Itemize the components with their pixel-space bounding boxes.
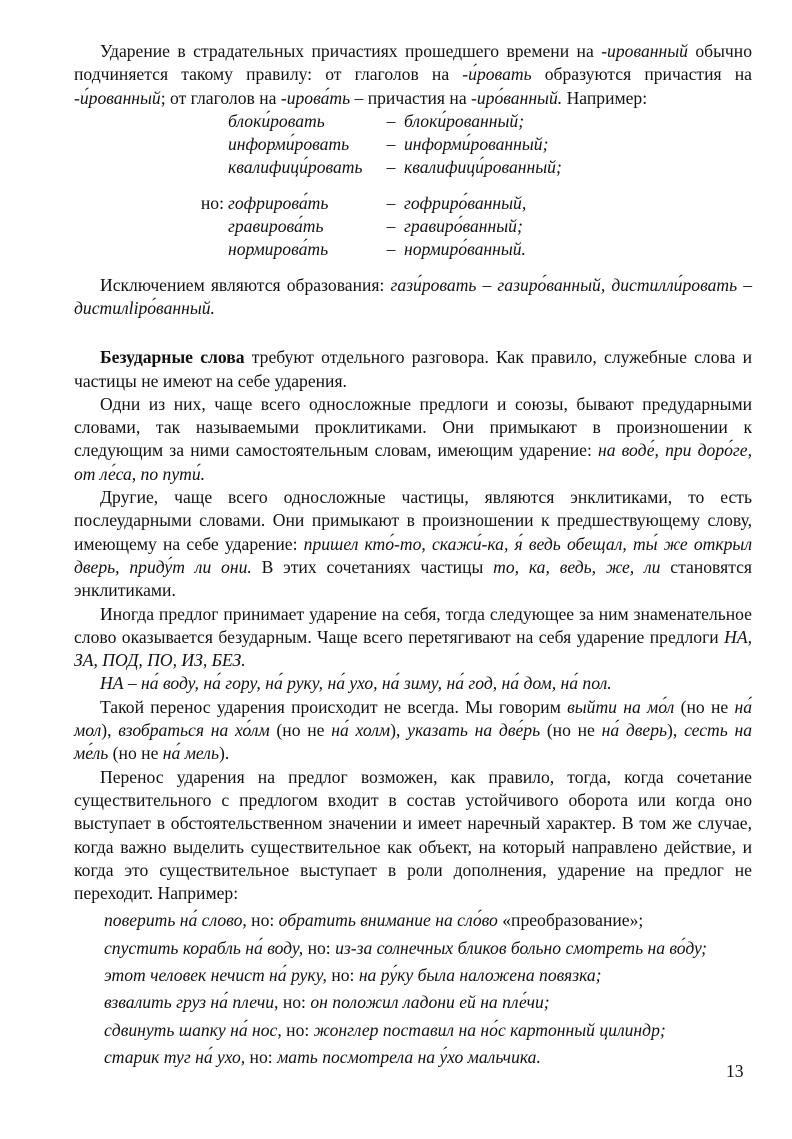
examples-table-suffix-stress bbox=[186, 192, 526, 262]
paragraph-exceptions: Исключением являются образования: гази́ровать – газиро́ванный, дистилли́ровать – дистилliро́ванный. bbox=[74, 274, 752, 318]
example-row: квалифици́ровать – квалифици́рованный; bbox=[228, 157, 562, 178]
sample-line: спустить корабль на́ воду, но: из-за солнечных бликов больно смотреть на во́ду; bbox=[104, 937, 708, 958]
sample-line: поверить на́ слово, но: обратить внимание на сло́во «преобразование»; bbox=[104, 910, 644, 931]
examples-table-stem-stress bbox=[186, 110, 562, 180]
paragraph-shift-conditions: Перенос ударения на предлог возможен, как правило, тогда, когда сочетание существительного с предлогом входит в состав устойчивого оборота или когда оно выступает в обстоятельственном значении и имеет наречный характер. В том же случае, когда важно выделить существительное как объект, на который направлено действие, и когда это существительное выступает в роли дополнения, ударение на предлог не переходит. Например: bbox=[74, 766, 752, 904]
page-body bbox=[74, 40, 752, 1073]
paragraph-proclitics: Одни из них, чаще всего односложные предлоги и союзы, бывают предударными словами, так называемыми проклитиками. Они примыкают в произношении к следующим за ними самостоятельным словам, имеющим ударение: на воде́, при доро́ге, от ле́са, по пути́. bbox=[74, 393, 752, 484]
paragraph-enclitics: Другие, чаще всего односложные частицы, являются энклитиками, то есть послеударными словами. Они примыкают в произношении к предшествующему слову, имеющему на себе ударение: пришел кто́-то, скажи́-ка, я́ ведь обещал, ты́ же открыл дверь, приду́т ли они. В этих сочетаниях частицы то, ка, ведь, же, ли становятся энклитиками. bbox=[74, 487, 752, 601]
example-row: но: гофрирова́ть – гофриро́ванный, bbox=[200, 192, 527, 213]
sample-line: этот человек нечист на́ руку, но: на ру́ку была наложена повязка; bbox=[104, 964, 602, 985]
sample-line: взвалить груз на́ плечи, но: он положил ладони ей на пле́чи; bbox=[104, 992, 550, 1013]
sample-line: сдвинуть шапку на́ нос, но: жонглер поставил на но́с картонный цилиндр; bbox=[104, 1019, 666, 1040]
example-row: нормирова́ть – нормиро́ванный. bbox=[228, 239, 526, 260]
example-row: информи́ровать – информи́рованный; bbox=[228, 134, 549, 155]
sample-line: старик туг на́ ухо, но: мать посмотрела на у́хо мальчика. bbox=[104, 1046, 541, 1067]
paragraph-na-examples: НА – на́ воду, на́ гору, на́ руку, на́ ухо, на́ зиму, на́ год, на́ дом, на́ пол. bbox=[100, 673, 612, 694]
example-row: гравирова́ть – гравиро́ванный; bbox=[228, 216, 523, 237]
example-row: блоки́ровать – блоки́рованный; bbox=[228, 110, 525, 131]
paragraph-stress-shift: Такой перенос ударения происходит не всегда. Мы говорим выйти на мо́л (но не на́ мол), взобраться на хо́лм (но не на́ холм), указать на две́рь (но не на́ дверь), сесть на ме́ль (но не на́ мель). bbox=[74, 696, 753, 764]
paragraph-unstressed-words: Безударные слова требуют отдельного разговора. Как правило, служебные слова и частицы не имеют на себе ударения. bbox=[74, 347, 753, 391]
paragraph-preposition-stress: Иногда предлог принимает ударение на себя, тогда следующее за ним знаменательное слово оказывается безударным. Чаще всего перетягивают на себя ударение предлоги НА, ЗА, ПОД, ПО, ИЗ, БЕЗ. bbox=[74, 603, 752, 671]
paragraph-participles-rule: Ударение в страдательных причастиях прошедшего времени на -ированный обычно подчиняется такому правилу: от глаголов на -и́ровать образуются причастия на -и́рованный; от глаголов на -ирова́ть – причастия на -иро́ванный. Например: bbox=[74, 41, 752, 108]
page-number: 13 bbox=[726, 1061, 744, 1081]
